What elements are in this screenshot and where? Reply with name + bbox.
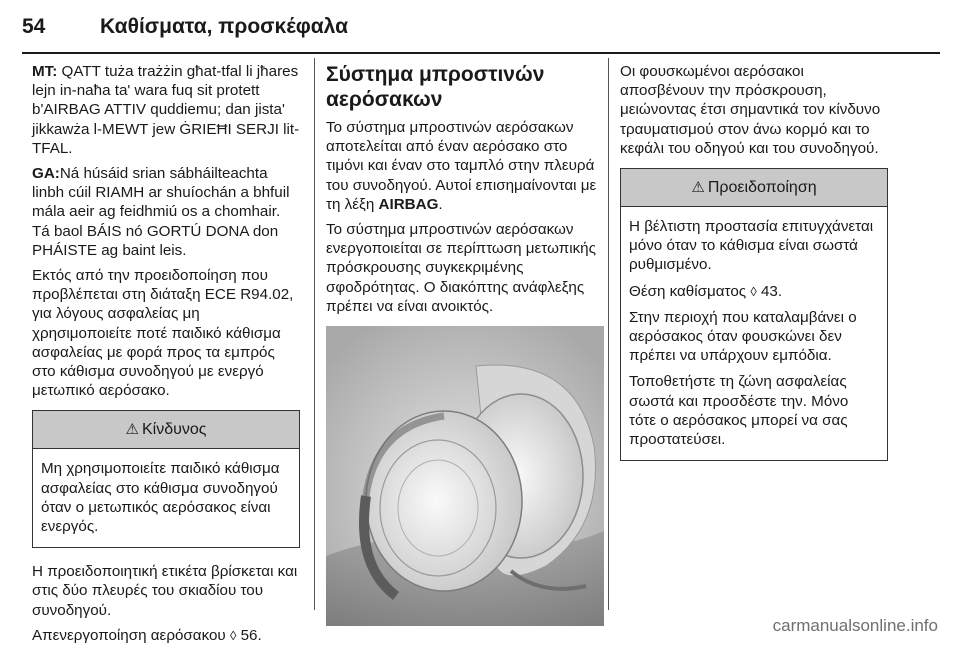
danger-box-title: Κίνδυνος	[141, 421, 207, 439]
danger-box-text: Μη χρησιμοποιείτε παιδικό κάθισμα ασφαλείας στο κάθισμα συνοδηγού όταν ο μετωπικός αερόσακος είναι ενεργός.	[41, 460, 280, 536]
inflated-airbags-paragraph: Οι φουσκωμένοι αερόσακοι αποσβένουν την πρόσκρουση, μειώνοντας έτσι σημαντικά τον κίνδυνο τραυματισμού στον άνω κορμό και το κεφάλι του οδηγού και του συνοδηγού.	[620, 63, 881, 157]
section-heading: Σύστημα μπροστινών αερόσακων	[326, 63, 545, 111]
mt-paragraph	[32, 62, 300, 158]
ga-paragraph	[32, 164, 300, 260]
page-reference-icon: ◊	[229, 627, 237, 643]
seat-position-reference	[629, 282, 879, 301]
column-1	[32, 62, 300, 651]
column-3	[620, 62, 888, 475]
warning-box	[620, 168, 888, 461]
label-location-paragraph: Η προειδοποιητική ετικέτα βρίσκεται και στις δύο πλευρές του σκιαδίου του συνοδηγού.	[32, 563, 298, 619]
sentence-end: .	[438, 195, 443, 213]
warning-triangle-icon: ⚠	[691, 178, 705, 196]
warning-box-header	[621, 169, 887, 207]
airbag-deployed-illustration	[326, 326, 604, 626]
page-header	[0, 0, 960, 52]
warning-box-title: Προειδοποίηση	[707, 178, 817, 196]
column-divider	[608, 58, 609, 610]
warning-text-1: Η βέλτιστη προστασία επιτυγχάνεται μόνο όταν το κάθισμα είναι σωστά ρυθμισμένο.	[629, 218, 874, 274]
danger-box-body	[33, 449, 299, 547]
warning-text-4: Τοποθετήστε τη ζώνη ασφαλείας σωστά και προσδέστε την. Μόνο τότε ο αερόσακος μπορεί να σας προστατεύσει.	[629, 373, 849, 449]
airbag-system-text: Το σύστημα μπροστινών αερόσακων αποτελείται από έναν αερόσακο στο τιμόνι και έναν στο ταμπλό στην πλευρά του συνοδηγού. Αυτοί επισημαίνονται με τη λέξη	[326, 119, 597, 213]
warning-triangle-icon: ⚠	[125, 421, 139, 439]
ga-label: GA:	[32, 165, 60, 183]
airbag-system-paragraph	[326, 118, 604, 214]
ga-text: Ná húsáid srian sábháilteachta linbh cúil RIAMH ar shuíochán a bhfuil mála aeir ag feidhmiú os a chomhair. Tá baol BÁIS nó GORTÚ DONA don PHÁISTE ag baint leis.	[32, 165, 290, 259]
warning-text-3: Στην περιοχή που καταλαμβάνει ο αερόσακος όταν φουσκώνει δεν πρέπει να υπάρχουν εμπόδια.	[629, 308, 857, 365]
airbag-deactivation-reference	[32, 626, 300, 645]
danger-box	[32, 410, 300, 548]
column-divider	[314, 58, 315, 610]
page-number: 54	[22, 15, 46, 38]
site-watermark: carmanualsonline.info	[772, 616, 938, 635]
reference-page: 56.	[236, 626, 262, 644]
reference-text: Απενεργοποίηση αερόσακου	[32, 626, 230, 644]
warning-box-body	[621, 207, 887, 460]
page-reference-icon: ◊	[750, 283, 757, 299]
danger-box-header	[33, 411, 299, 449]
column-2	[326, 62, 604, 626]
page-title: Καθίσματα, προσκέφαλα	[100, 15, 348, 38]
mt-label: MT:	[32, 63, 58, 80]
airbag-word: AIRBAG	[378, 195, 439, 213]
airbag-illustration	[326, 326, 604, 626]
reference-page: 43.	[756, 282, 783, 300]
header-rule	[22, 52, 940, 54]
reference-text: Θέση καθίσματος	[629, 282, 751, 300]
ece-paragraph: Εκτός από την προειδοποίηση που προβλέπεται στη διάταξη ECE R94.02, για λόγους ασφαλείας μη χρησιμοποιείτε ποτέ παιδικό κάθισμα ασφαλείας με φορά προς τα εμπρός στο κάθισμα συνοδηγού με ενεργό μετωπικό αερόσακο.	[32, 267, 294, 400]
activation-paragraph: Το σύστημα μπροστινών αερόσακων ενεργοποιείται σε περίπτωση μετωπικής πρόσκρουσης συγκεκριμένης σφοδρότητας. Ο διακόπτης ανάφλεξης πρέπει να είναι ανοικτός.	[326, 221, 596, 315]
mt-text: QATT tuża trażżin għat-tfal li jħares lejn in-naħa ta' wara fuq sit protett b'AIRBAG ATTIV quddiemu; dan jista' jikkawża l-MEWT jew ĠRIEĦI SERJI lit-TFAL.	[32, 63, 300, 157]
